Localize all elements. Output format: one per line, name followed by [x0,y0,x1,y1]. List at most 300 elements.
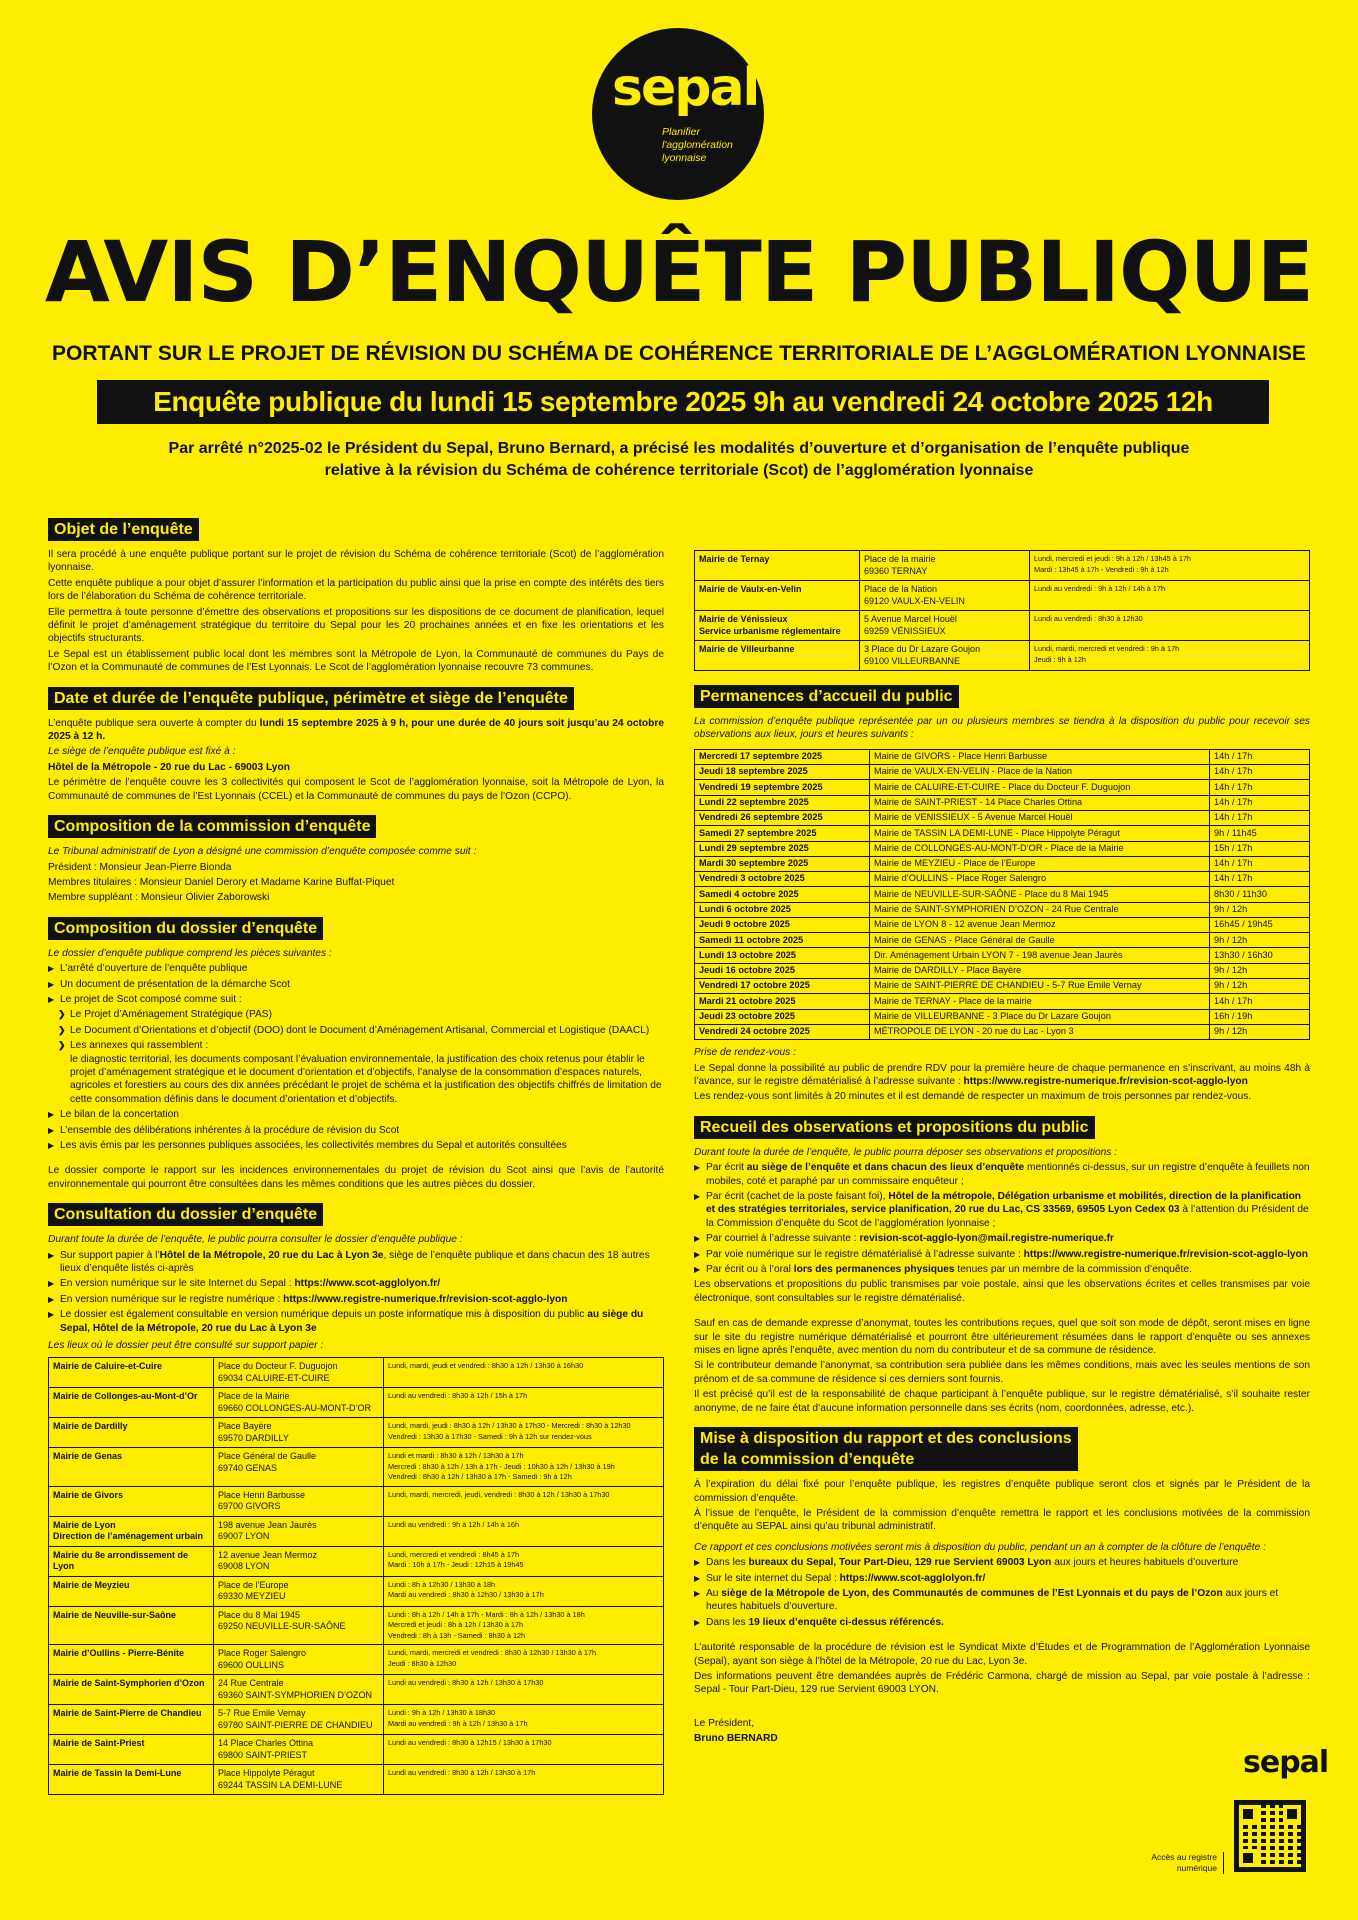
mairie-name [49,1516,214,1546]
hours-line: Vendredi : 8h à 13h - Samedi : 8h30 à 12h [388,1630,526,1640]
permanence-place: Mairie de VILLEURBANNE - 3 Place du Dr Lazare Goujon [870,1009,1210,1024]
address-line: 69007 LYON [218,1531,270,1542]
address-line: 69330 MEYZIEU [218,1591,286,1602]
permanence-place: Mairie de TASSIN LA DEMI-LUNE - Place Hippolyte Péragut [870,826,1210,841]
registre-link[interactable]: https://www.registre-numerique.fr/revision-scot-agglo-lyon [1023,1248,1309,1260]
mairie-name [49,1735,214,1765]
mairie-hours [384,1516,664,1546]
mairie-name [49,1486,214,1516]
mairie-name-line: Mairie d’Oullins - Pierre-Bénite [53,1648,185,1659]
address-line: 69244 TASSIN LA DEMI-LUNE [218,1779,343,1790]
paragraph: Il est précisé qu’il est de la responsabilité de chaque participant à l’enquête publique, sur le registre dématérialisé, s’il souhaite rester anonyme, de ne faire état d’aucune information personnelle dans ses écrits (nom, coordonnées, adresse, etc.). [694,1389,1310,1414]
mairie-name-line: Mairie de Collonges-au-Mont-d’Or [53,1391,198,1402]
mairie-address [214,1546,384,1576]
mairie-name [49,1358,214,1388]
mairie-hours [384,1606,664,1645]
permanence-time: 14h / 17h [1210,810,1310,825]
hours-line: Lundi au vendredi : 9h à 12h / 14h à 16h [388,1519,520,1529]
hours-line: Vendredi : 8h30 à 12h / 13h30 à 17h - Samedi : 9h à 12h [388,1472,572,1482]
hours-line: Lundi et mardi : 8h30 à 12h / 13h30 à 17h [388,1451,524,1461]
mairie-hours [384,1765,664,1795]
mairie-address [214,1705,384,1735]
paragraph: L’enquête publique sera ouverte à compter du lundi 15 septembre 2025 à 9 h, pour une durée de 40 jours soit jusqu’au 24 octobre 2025 à 12 h. [48,717,665,743]
permanence-time: 16h / 19h [1210,1009,1310,1024]
hours-line: Lundi au vendredi : 8h30 à 12h / 15h à 17h [388,1391,528,1401]
logo-tagline: Planifier l'agglomération lyonnaise [662,126,733,164]
paragraph: Les observations et propositions du public transmises par voie postale, ainsi que les observations écrites et celles transmises par voie électronique, sont consultables sur le registre dématérialisé. [694,1279,1310,1304]
table-row [695,979,1310,994]
table-row [695,841,1310,856]
list-item: ▶ Le projet de Scot composé comme suit : [48,993,664,1006]
mairie-address [860,611,1030,641]
address-line: Place de la Mairie [218,1391,290,1402]
permanence-date: Lundi 29 septembre 2025 [695,841,870,856]
table-row [695,611,1310,641]
registre-link[interactable]: https://www.registre-numerique.fr/revision-scot-agglo-lyon [283,1293,568,1305]
table-row [49,1516,664,1546]
mairie-address [214,1645,384,1675]
section-heading-objet: Objet de l’enquête [48,518,199,541]
dates-banner: Enquête publique du lundi 15 septembre 2025 9h au vendredi 24 octobre 2025 12h [97,380,1269,424]
sepal-logo [592,28,764,200]
table-row [695,1009,1310,1024]
permanence-date: Mardi 21 octobre 2025 [695,994,870,1009]
table-row [49,1388,664,1418]
table-row [49,1645,664,1675]
permanence-place: Mairie de MEYZIEU - Place de l’Europe [870,856,1210,871]
section-heading-dossier: Composition du dossier d’enquête [48,917,323,940]
mairie-name-line: Mairie de Saint-Priest [53,1738,145,1749]
page-title: AVIS D’ENQUÊTE PUBLIQUE [44,223,1314,321]
mairie-name [49,1606,214,1645]
paragraph: Le Sepal donne la possibilité au public de prendre RDV pour la première heure de chaque permanence en s’inscrivant, au moins 48h à l’avance, sur le registre dématérialisé à l’adresse suivante : https://www.registre-numerique.fr/revision-scot-agglo-lyon [694,1062,1310,1087]
commission-line: Membres titulaires : Monsieur Daniel Derory et Madame Karine Buffat-Piquet [48,876,395,888]
list-item: ▶ Sur support papier à l’Hôtel de la Métropole, 20 rue du Lac à Lyon 3e, siège de l’enquête publique et dans chacun des 18 autres lieux d’enquête listés ci-après [48,1249,664,1276]
mairie-name [695,641,860,671]
table-row [49,1576,664,1606]
right-column [694,550,1310,1748]
mairie-hours [384,1418,664,1448]
mairie-name [49,1765,214,1795]
address-line: 3 Place du Dr Lazare Goujon [864,644,981,654]
permanence-place: Mairie de TERNAY - Place de la mairie [870,994,1210,1009]
mairie-hours [384,1546,664,1576]
address-line: 69120 VAULX-EN-VELIN [864,595,965,606]
permanence-date: Lundi 6 octobre 2025 [695,902,870,917]
permanence-time: 8h30 / 11h30 [1210,887,1310,902]
mairie-address [214,1486,384,1516]
rdv-label: Prise de rendez-vous : [694,1047,796,1059]
section-heading-consultation: Consultation du dossier d’enquête [48,1203,323,1226]
list-item: ▶ Par voie numérique sur le registre dématérialisé à l’adresse suivante : https://www.registre-numerique.fr/revision-scot-agglo-lyon [694,1248,1310,1261]
section-heading-mise: Mise à disposition du rapport et des conclusions de la commission d’enquête [694,1427,1078,1471]
list-item: ▶ En version numérique sur le registre numérique : https://www.registre-numerique.fr/revision-scot-agglo-lyon [48,1293,664,1306]
hours-line: Jeudi : 9h à 12h [1034,654,1086,664]
address-line: 5-7 Rue Emile Vernay [218,1708,306,1719]
mairie-address [214,1735,384,1765]
permanence-date: Vendredi 3 octobre 2025 [695,872,870,887]
left-column [48,518,664,1795]
mairie-name [695,581,860,611]
table-row [695,810,1310,825]
address-line: 69660 COLLONGES-AU-MONT-D’OR [218,1402,372,1413]
mairie-address [214,1358,384,1388]
mairie-name [49,1705,214,1735]
paragraph: À l’issue de l’enquête, le Président de la commission d’enquête remettra le rapport et les conclusions motivées de la commission d’enquête au SEPAL ainsi qu’au tribunal administratif. [694,1507,1310,1533]
mairie-name-line: Mairie de Ternay [699,554,770,564]
mairie-name-line: Direction de l’aménagement urbain [53,1531,204,1542]
paragraph: Le Tribunal administratif de Lyon a désigné une commission d’enquête composée comme suit : [48,846,477,858]
address-line: Place de l’Europe [218,1579,289,1590]
permanences-table [694,749,1310,1040]
table-row [49,1705,664,1735]
mairie-hours [384,1576,664,1606]
mairie-name-line: Mairie du 8e arrondissement de Lyon [53,1549,189,1572]
table-row [695,917,1310,932]
permanence-time: 9h / 12h [1210,979,1310,994]
scot-website-link[interactable]: https://www.scot-agglolyon.fr/ [294,1278,441,1290]
list-item: ▶ Par écrit ou à l’oral lors des permanences physiques tenues par un membre de la commission d’enquête. [694,1263,1310,1276]
hours-line: Lundi, mardi, jeudi et vendredi : 8h30 à 12h / 13h30 à 16h30 [388,1361,584,1371]
hours-line: Mercredi : 8h30 à 12h / 13h à 17h - Jeudi : 10h30 à 12h / 13h30 à 19h [388,1461,615,1471]
address-line: 69600 OULLINS [218,1659,285,1670]
recueil-list [694,1161,1310,1276]
permanence-date: Vendredi 17 octobre 2025 [695,979,870,994]
table-row [695,902,1310,917]
hours-line: Mardi au vendredi : 8h30 à 12h30 / 13h30 à 17h [388,1590,544,1600]
table-row [49,1358,664,1388]
mairie-name-line: Mairie de Caluire-et-Cuire [53,1361,163,1372]
intro-line: Par arrêté n°2025-02 le Président du Sepal, Bruno Bernard, a précisé les modalités d’ouverture et d’organisation de l’enquête publique [168,440,1190,457]
permanence-place: Mairie de DARDILLY - Place Bayère [870,963,1210,978]
permanence-time: 14h / 17h [1210,872,1310,887]
list-item: ▶ Par courriel à l’adresse suivante : revision-scot-agglo-lyon@mail.registre-numerique.fr [694,1232,1310,1245]
list-item: ▶ Dans les 19 lieux d’enquête ci-dessus référencés. [694,1616,1310,1629]
mairie-hours [384,1448,664,1487]
paragraph: Le périmètre de l’enquête couvre les 3 collectivités qui composent le Scot de l’agglomération lyonnaise, soit la Métropole de Lyon, la Communauté de communes de l’Est Lyonnais (CCEL) et la Communauté de communes du pays de l’Ozon (CCPO). [48,777,664,802]
section-heading-commission: Composition de la commission d’enquête [48,815,376,838]
permanence-time: 13h30 / 16h30 [1210,948,1310,963]
permanence-time: 9h / 12h [1210,1024,1310,1039]
permanence-date: Lundi 22 septembre 2025 [695,795,870,810]
mairie-name-line: Mairie de Villeurbanne [699,644,795,654]
mairie-hours [1030,551,1310,581]
mairie-hours [384,1705,664,1735]
hours-line: Lundi, mercredi et vendredi : 8h45 à 17h [388,1549,520,1559]
permanence-time: 14h / 17h [1210,795,1310,810]
table-row [49,1765,664,1795]
permanence-date: Vendredi 26 septembre 2025 [695,810,870,825]
mairie-name-line: Mairie de Lyon [53,1519,116,1530]
permanence-date: Lundi 13 octobre 2025 [695,948,870,963]
mairie-address [214,1576,384,1606]
commission-line: Président : Monsieur Jean-Pierre Bionda [48,861,232,873]
permanence-time: 16h45 / 19h45 [1210,917,1310,932]
sepal-mark: sepal [1243,1745,1329,1780]
mairie-hours [384,1358,664,1388]
hours-line: Lundi au vendredi : 8h30 à 12h30 [1034,614,1143,623]
intro [0,438,1358,482]
table-row [49,1448,664,1487]
permanence-date: Jeudi 23 octobre 2025 [695,1009,870,1024]
siege-address: Hôtel de la Métropole - 20 rue du Lac - 69003 Lyon [48,761,290,773]
list-item: ▶ Les avis émis par les personnes publiques associées, les collectivités membres du Sepal et autorités consultées [48,1139,664,1152]
list-item: ▶ Dans les bureaux du Sepal, Tour Part-Dieu, 129 rue Servient 69003 Lyon aux jours et heures habituels d’ouverture [694,1556,1310,1569]
address-line: Place du Docteur F. Duguojon [218,1361,338,1372]
address-line: 69008 LYON [218,1561,270,1572]
mairie-name [49,1388,214,1418]
mairie-address [860,641,1030,671]
hours-line: Jeudi : 8h30 à 12h30 [388,1658,457,1668]
permanence-place: Mairie de SAINT-PIERRE DE CHANDIEU - 5-7 Rue Emile Vernay [870,979,1210,994]
permanence-date: Vendredi 19 septembre 2025 [695,780,870,795]
permanence-date: Jeudi 18 septembre 2025 [695,765,870,780]
paragraph: Le dossier d’enquête publique comprend les pièces suivantes : [48,947,332,959]
table-row [695,994,1310,1009]
permanence-place: Mairie de NEUVILLE-SUR-SAÔNE - Place du 8 Mai 1945 [870,887,1210,902]
list-item: ▶ Sur le site internet du Sepal : https://www.scot-agglolyon.fr/ [694,1572,1310,1585]
table-row [695,856,1310,871]
permanence-time: 15h / 17h [1210,841,1310,856]
mairie-hours [384,1675,664,1705]
permanence-time: 9h / 12h [1210,963,1310,978]
mairie-address [860,581,1030,611]
hours-line: Lundi au vendredi : 8h30 à 12h / 13h30 à 17h30 [388,1678,544,1688]
address-line: Place Roger Salengro [218,1648,307,1659]
address-line: 24 Rue Centrale [218,1678,284,1689]
mise-list [694,1556,1310,1629]
hours-line: Lundi, mardi, mercredi et vendredi : 9h à 17h [1034,644,1180,653]
mairies-table [48,1357,664,1795]
paragraph: Les rendez-vous sont limités à 20 minutes et il est demandé de respecter un maximum de trois personnes par rendez-vous. [694,1091,1252,1103]
list-item: ❯ Le Document d’Orientations et d’objectif (DOO) dont le Document d’Aménagement Artisanal, Commercial et Logistique (DAACL) [58,1024,664,1037]
mairie-name-line: Mairie de Neuville-sur-Saône [53,1609,177,1620]
mairie-hours [384,1735,664,1765]
table-row [695,795,1310,810]
dossier-list [48,962,664,1152]
permanence-date: Mercredi 17 septembre 2025 [695,749,870,764]
mairie-name-line: Service urbanisme réglementaire [699,625,841,636]
section-heading-recueil: Recueil des observations et propositions du public [694,1116,1095,1139]
list-item: ▶ En version numérique sur le site Internet du Sepal : https://www.scot-agglolyon.fr/ [48,1277,664,1290]
permanence-time: 9h / 11h45 [1210,826,1310,841]
mairie-name [695,611,860,641]
table-row [695,780,1310,795]
mairie-name [695,551,860,581]
table-row [49,1418,664,1448]
permanence-time: 9h / 12h [1210,933,1310,948]
hours-line: Mardi au vendredi : 9h à 12h / 13h30 à 17h [388,1718,528,1728]
mairie-name [49,1576,214,1606]
address-line: 14 Place Charles Ottina [218,1738,314,1749]
table-row [695,826,1310,841]
permanence-date: Vendredi 24 octobre 2025 [695,1024,870,1039]
hours-line: Lundi : 8h à 12h30 / 13h30 à 18h [388,1579,496,1589]
paragraph: Cette enquête publique a pour objet d’assurer l’information et la participation du public ainsi que la prise en compte des intérêts des tiers lors de l’élaboration du Schéma de cohérence territoriale. [48,577,664,603]
list-item: ▶ Par écrit (cachet de la poste faisant foi), Hôtel de la métropole, Délégation urbanisme et mobilités, direction de la planification et des stratégies territoriales, service planification, 20 rue du Lac, CS 33569, 69505 Lyon Cedex 03 à l’attention du Président de la Commission d’enquête du Scot de l’agglomération lyonnaise ; [694,1190,1310,1230]
consultation-list [48,1249,664,1335]
paragraph: Si le contributeur demande l’anonymat, sa contribution sera publiée dans les mêmes conditions, mais avec les seules mentions de son prénom et de sa commune de résidence si ces derniers sont fournis. [694,1360,1310,1385]
address-line: 69360 SAINT-SYMPHORIEN D’OZON [218,1689,373,1700]
table-row [49,1486,664,1516]
table-row [49,1546,664,1576]
paragraph: Il sera procédé à une enquête publique portant sur le projet de révision du Schéma de cohérence territoriale (Scot) de l’agglomération lyonnaise. [48,549,664,574]
hours-line: Vendredi : 13h30 à 17h30 - Samedi : 9h à 12h sur rendez-vous [388,1431,592,1441]
table-row [695,872,1310,887]
mairie-name-line: Mairie de Saint-Pierre de Chandieu [53,1708,202,1719]
paragraph: Sauf en cas de demande expresse d’anonymat, toutes les contributions reçues, quel que soit son mode de dépôt, seront mises en ligne sur le site du registre numérique dématérialisé et pourront être ultérieurement résumées dans le rapport d’enquête ou ses annexes mises en ligne après l’enquête, avec mention du nom du contributeur et de sa commune de résidence. [694,1318,1310,1357]
mairie-address [214,1418,384,1448]
address-line: 69034 CALUIRE-ET-CUIRE [218,1372,330,1383]
permanence-place: Mairie d’OULLINS - Place Roger Salengro [870,872,1210,887]
address-line: Place Général de Gaulle [218,1451,317,1462]
mairie-name-line: Mairie de Givors [53,1489,124,1500]
address-line: Place Henri Barbusse [218,1489,306,1500]
permanence-time: 14h / 17h [1210,780,1310,795]
logo-word: sepal [612,58,759,118]
mairie-name-line: Mairie de Meyzieu [53,1579,130,1590]
permanence-place: Mairie de LYON 8 - 12 avenue Jean Mermoz [870,917,1210,932]
mairie-address [214,1388,384,1418]
table-row [695,887,1310,902]
table-row [695,933,1310,948]
mairie-address [214,1765,384,1795]
hours-line: Lundi : 9h à 12h / 13h30 à 18h30 [388,1708,496,1718]
hours-line: Mercredi et jeudi : 8h à 12h / 13h30 à 17h [388,1620,524,1630]
mairie-name-line: Mairie de Vénissieux [699,614,788,624]
qr-label: Accès au registre numérique [1140,1852,1224,1874]
paragraph: Les lieux où le dossier peut être consulté sur support papier : [48,1340,324,1352]
paragraph: Durant toute la durée de l’enquête, le public pourra déposer ses observations et propositions : [694,1146,1118,1158]
permanence-place: MÉTROPOLE DE LYON - 20 rue du Lac - Lyon 3 [870,1024,1210,1039]
mairie-name [49,1675,214,1705]
permanence-place: Mairie de COLLONGES-AU-MONT-D’OR - Place de la Mairie [870,841,1210,856]
table-row [695,765,1310,780]
list-item: ▶ L’ensemble des délibérations inhérentes à la procédure de révision du Scot [48,1124,664,1137]
address-line: Place Hippolyte Péragut [218,1768,315,1779]
signature-title: Le Président, [694,1717,755,1729]
hours-line: Mardi : 10h à 17h - Jeudi : 12h15 à 19h45 [388,1560,524,1570]
permanence-date: Samedi 27 septembre 2025 [695,826,870,841]
hours-line: Lundi, mardi, mercredi et vendredi : 8h30 à 12h30 / 13h30 à 17h [388,1648,597,1658]
table-row [695,641,1310,671]
address-line: 69360 TERNAY [864,565,928,576]
signature-name: Bruno BERNARD [694,1733,778,1745]
hours-line: Lundi, mercredi et jeudi : 9h à 12h / 13h45 à 17h [1034,554,1191,563]
address-line: Place Bayère [218,1421,272,1432]
email-link[interactable]: revision-scot-agglo-lyon@mail.registre-numerique.fr [859,1233,1114,1245]
mairie-hours [1030,611,1310,641]
hours-line: Lundi au vendredi : 9h à 12h / 14h à 17h [1034,584,1166,593]
permanence-place: Mairie de SAINT-PRIEST - 14 Place Charles Ottina [870,795,1210,810]
hours-line: Lundi, mardi, mercredi, jeudi, vendredi : 8h30 à 12h / 13h30 à 17h30 [388,1489,610,1499]
mairie-name-line: Mairie de Saint-Symphorien d’Ozon [53,1678,205,1689]
mairie-hours [1030,641,1310,671]
hours-line: Mardi : 13h45 à 17h - Vendredi : 9h à 12h [1034,564,1169,574]
mairie-address [214,1606,384,1645]
mairie-name-line: Mairie de Vaulx-en-Velin [699,584,802,594]
permanence-date: Jeudi 9 octobre 2025 [695,917,870,932]
table-row [49,1606,664,1645]
address-line: Place de la Nation [864,584,938,594]
mairie-address [214,1675,384,1705]
mairie-name [49,1546,214,1576]
address-line: 69780 SAINT-PIERRE DE CHANDIEU [218,1719,373,1730]
permanence-date: Mardi 30 septembre 2025 [695,856,870,871]
list-item: ▶ Le dossier est également consultable en version numérique depuis un poste informatique mis à disposition du public au siège du Sepal, Hôtel de la Métropole, 20 rue du Lac à Lyon 3e [48,1308,664,1335]
list-item: ❯ Le Projet d’Aménagement Stratégique (PAS) [58,1008,664,1021]
address-line: 69800 SAINT-PRIEST [218,1749,308,1760]
address-line: 12 avenue Jean Mermoz [218,1549,318,1560]
address-line: Place du 8 Mai 1945 [218,1609,301,1620]
table-row [695,749,1310,764]
address-line: 198 avenue Jean Jaurès [218,1519,317,1530]
table-row [49,1675,664,1705]
list-item: ▶ L’arrêté d’ouverture de l’enquête publique [48,962,664,975]
hours-line: Lundi au vendredi : 8h30 à 12h15 / 13h30 à 17h30 [388,1738,552,1748]
permanence-place: Mairie de GIVORS - Place Henri Barbusse [870,749,1210,764]
address-line: 69700 GIVORS [218,1501,281,1512]
table-row [49,1735,664,1765]
paragraph: La commission d’enquête publique représentée par un ou plusieurs membres se tiendra à la disposition du public pour recevoir ses observations aux lieux, jours et heures suivants : [694,716,1310,741]
mairie-address [214,1448,384,1487]
permanence-date: Samedi 4 octobre 2025 [695,887,870,902]
qr-code-icon[interactable] [1234,1800,1306,1872]
permanence-time: 14h / 17h [1210,856,1310,871]
permanence-date: Samedi 11 octobre 2025 [695,933,870,948]
page-subtitle: PORTANT SUR LE PROJET DE RÉVISION DU SCHÉMA DE COHÉRENCE TERRITORIALE DE L’AGGLOMÉRATION LYONNAISE [52,342,1306,365]
siege-label: Le siège de l’enquête publique est fixé à : [48,746,236,758]
mairie-name-line: Mairie de Genas [53,1451,123,1462]
intro-line: relative à la révision du Schéma de cohérence territoriale (Scot) de l’agglomération lyonnaise [324,462,1034,479]
section-heading-date: Date et durée de l’enquête publique, périmètre et siège de l’enquête [48,687,574,710]
list-item: ▶ Au siège de la Métropole de Lyon, des Communautés de communes de l’Est Lyonnais et du pays de l’Ozon aux jours et heures habituels d’ouverture. [694,1587,1310,1614]
permanence-time: 14h / 17h [1210,749,1310,764]
hours-line: Lundi, mardi, jeudi : 8h30 à 12h / 13h30 à 17h30 - Mercredi : 8h30 à 12h30 [388,1421,631,1431]
list-item: ▶ Le bilan de la concertation [48,1108,664,1121]
commission-line: Membre suppléant : Monsieur Olivier Zaborowski [48,892,270,904]
rdv-link[interactable]: https://www.registre-numerique.fr/revision-scot-agglo-lyon [963,1075,1248,1087]
mairie-name-line: Mairie de Tassin la Demi-Lune [53,1768,182,1779]
paragraph: L’autorité responsable de la procédure de révision est le Syndicat Mixte d’Études et de Programmation de l’Agglomération Lyonnaise (Sepal), ayant son siège à l’hôtel de la Métropole, 20 rue du Lac, Lyon 3e. [694,1642,1310,1667]
list-item: ▶ Un document de présentation de la démarche Scot [48,978,664,991]
mairies-table-continued [694,550,1310,671]
permanence-place: Mairie de GENAS - Place Général de Gaulle [870,933,1210,948]
permanence-place: Dir. Aménagement Urbain LYON 7 - 198 avenue Jean Jaurès [870,948,1210,963]
permanence-place: Mairie de CALUIRE-ET-CUIRE - Place du Docteur F. Duguojon [870,780,1210,795]
mairie-hours [384,1486,664,1516]
permanence-time: 14h / 17h [1210,994,1310,1009]
paragraph: Le Sepal est un établissement public local dont les membres sont la Métropole de Lyon, la Communauté de communes du Pays de l’Ozon et la Communauté de communes de l’Est Lyonnais. Le Scot de l’agglomération lyonnaise recouvre 73 communes. [48,648,664,674]
address-line: 69740 GENAS [218,1462,278,1473]
permanence-place: Mairie de VAULX-EN-VELIN - Place de la Nation [870,765,1210,780]
table-row [695,551,1310,581]
scot-website-link[interactable]: https://www.scot-agglolyon.fr/ [839,1572,986,1584]
table-row [695,581,1310,611]
permanence-date: Jeudi 16 octobre 2025 [695,963,870,978]
paragraph: À l’expiration du délai fixé pour l’enquête publique, les registres d’enquête publique seront clos et signés par le Président de la commission d’enquête. [694,1479,1310,1504]
permanence-time: 9h / 12h [1210,902,1310,917]
mairie-hours [384,1388,664,1418]
mairie-hours [1030,581,1310,611]
permanence-place: Mairie de VENISSIEUX - 5 Avenue Marcel Houël [870,810,1210,825]
hours-line: Lundi : 8h à 12h / 14h à 17h - Mardi : 8h à 12h / 13h30 à 18h [388,1609,585,1619]
mairie-name [49,1418,214,1448]
table-row [695,963,1310,978]
address-line: 5 Avenue Marcel Houël [864,614,957,624]
address-line: 69570 DARDILLY [218,1432,289,1443]
table-row [695,948,1310,963]
